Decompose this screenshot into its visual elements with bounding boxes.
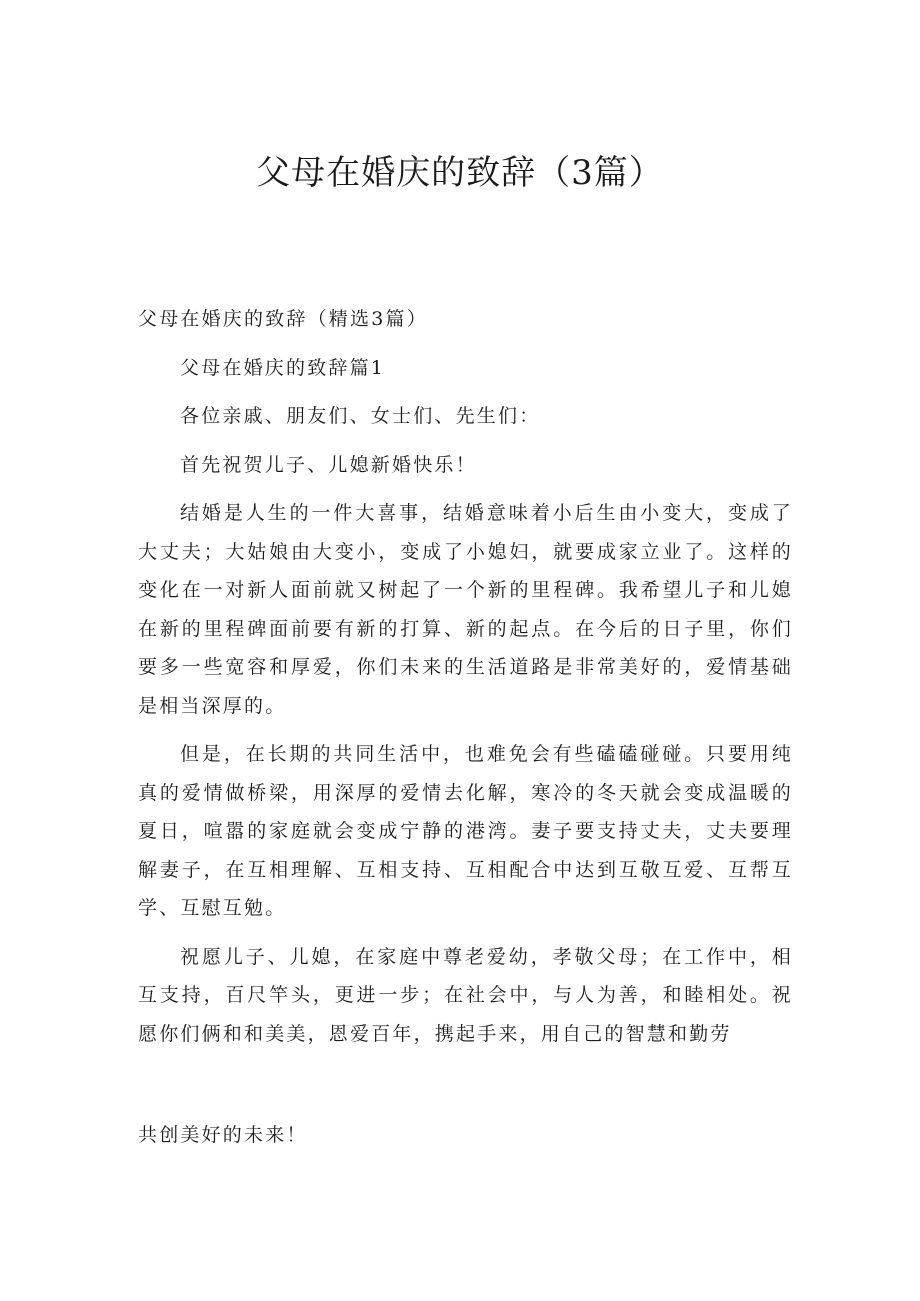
section-heading: 父母在婚庆的致辞篇1 — [180, 356, 386, 379]
body-paragraph: 祝愿儿子、儿媳，在家庭中尊老爱幼，孝敬父母；在工作中，相互支持，百尺竿头，更进一步；在社会中，与人为善，和睦相处。祝愿你们俩和和美美，恩爱百年，携起手来，用自己的智慧和勤劳 — [138, 945, 793, 1045]
congratulation-paragraph: 首先祝贺儿子、儿媳新婚快乐！ — [180, 453, 477, 476]
subtitle-paragraph: 父母在婚庆的致辞（精选3篇） — [138, 308, 428, 330]
body-paragraph: 结婚是人生的一件大喜事，结婚意味着小后生由小变大，变成了大丈夫；大姑娘由大变小，变成了小媳妇，就要成家立业了。这样的变化在一对新人面前就又树起了一个新的里程碑。我希望儿子和儿媳在新的里程碑面前要有新的打算、新的起点。在今后的日子里，你们要多一些宽容和厚爱，你们未来的生活道路是非常美好的，爱情基础是相当深厚的。 — [138, 502, 793, 717]
closing-paragraph: 共创美好的未来！ — [138, 1124, 308, 1146]
salutation-paragraph: 各位亲戚、朋友们、女士们、先生们： — [180, 405, 541, 427]
document-body — [138, 300, 793, 1063]
document-title: 父母在婚庆的致辞（3篇） — [256, 153, 664, 193]
body-paragraph: 但是，在长期的共同生活中，也难免会有些磕磕碰碰。只要用纯真的爱情做桥梁，用深厚的爱情去化解，寒冷的冬天就会变成温暖的夏日，喧嚣的家庭就会变成宁静的港湾。妻子要支持丈夫，丈夫要理解妻子，在互相理解、互相支持、互相配合中达到互敬互爱、互帮互学、互慰互勉。 — [138, 743, 793, 919]
